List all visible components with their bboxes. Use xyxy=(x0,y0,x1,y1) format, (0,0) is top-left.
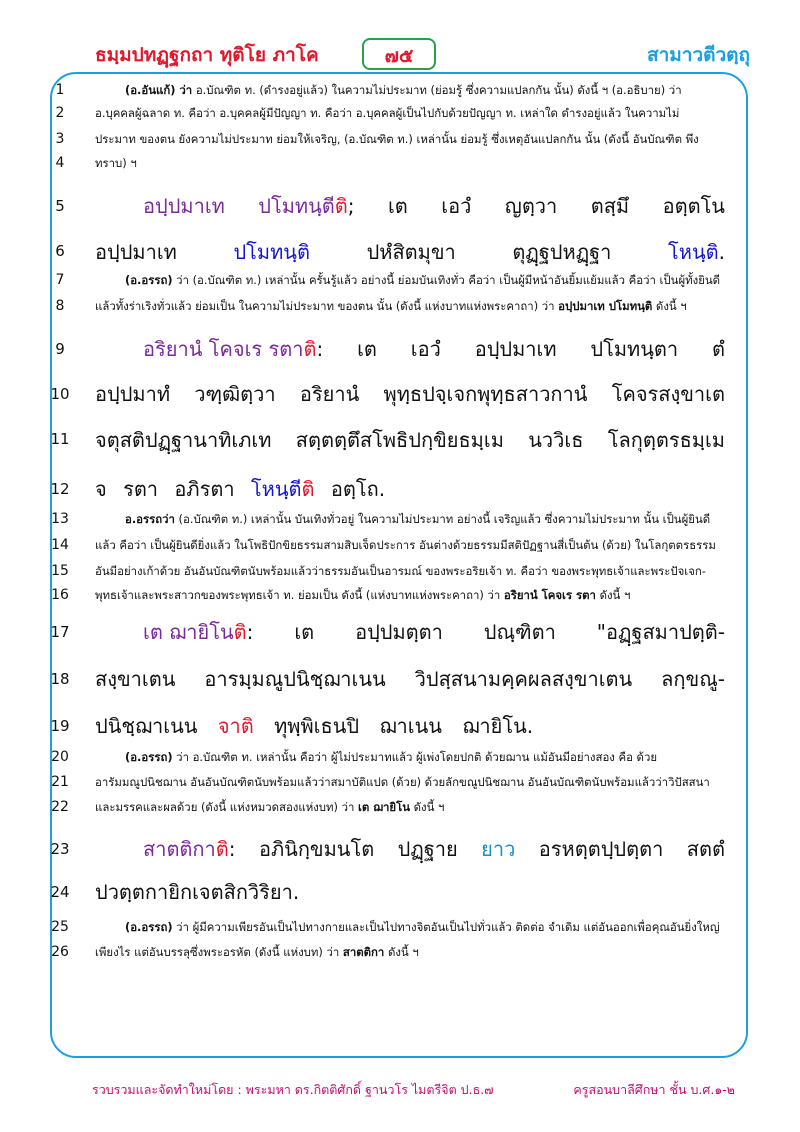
pali-word: อภิรตา xyxy=(174,477,235,501)
gloss-label: (อ.อันแก้) ว่า xyxy=(125,83,193,97)
page-number: ๗๕ xyxy=(362,38,436,70)
gloss-text: (อ.บัณฑิต ท.) เหล่านั้น บันเทิงทั่วอยู่ ในความไม่ประมาท อย่างนี้ เจริญแล้ว ซึ่งความไม่ประมาท นั้น เป็นผู้ยินดี xyxy=(174,512,711,526)
pali-line xyxy=(95,710,725,742)
line-number: 22 xyxy=(51,799,69,815)
text-line: อันมีอย่างเก้าด้วย อันอันบัณฑิตนับพร้อมแล้วว่าธรรมอันเป็นอารมณ์ ของพระอริยเจ้า ท. คือว่า ของพระพุทธเจ้าและพระปัจเจก- xyxy=(95,564,706,578)
pali-word: ญตฺวา xyxy=(504,194,558,218)
pali-word: ติ xyxy=(334,194,348,218)
pali-word: ปโมทนฺติ xyxy=(233,240,310,264)
line-number: 25 xyxy=(51,919,69,935)
line-number: 23 xyxy=(50,840,70,858)
pali-word: เต xyxy=(387,194,408,218)
line-number: 14 xyxy=(51,537,69,553)
gloss-label: (อ.อรรถ) xyxy=(125,750,173,764)
pali-line xyxy=(95,378,725,410)
line-number: 8 xyxy=(55,298,65,314)
pali-punct: . xyxy=(718,240,725,264)
pali-word: สงฺขาเตน xyxy=(95,667,176,691)
text-line xyxy=(95,272,725,288)
pali-word: นววิเธ xyxy=(528,428,584,452)
pali-word: ติ xyxy=(215,837,229,861)
pali-word: สตฺตตฺตึสโพธิปกฺขิยธมฺเม xyxy=(295,428,504,452)
line-number: 6 xyxy=(55,242,65,260)
pali-word: อรหตฺตปฺปตฺตา xyxy=(538,837,664,861)
pali-word: โหนฺติ xyxy=(668,240,719,264)
gloss-label: อ.อรรถว่า xyxy=(125,512,175,526)
pali-word: ติ xyxy=(303,337,317,361)
pali-word: โคจรสงฺขาเต xyxy=(611,382,725,406)
pali-line xyxy=(95,833,725,865)
footer-course: ครูสอนบาลีศึกษา ชั้น บ.ศ.๑-๒ xyxy=(573,1082,735,1097)
pali-punct: : xyxy=(246,620,254,644)
pali-word: ปนิชฺฌาเนน xyxy=(95,714,198,738)
pali-word: ตุฏฺฐปหฏฺฐา xyxy=(512,240,612,264)
pali-word: ปโมทนฺตา xyxy=(590,337,679,361)
pali-punct: ; xyxy=(347,194,355,218)
pali-line xyxy=(95,424,725,456)
gloss-text: เพียงไร แต่อันบรรลุซึ่งพระอรหัต (ดังนี้ แห่งบท) ว่า xyxy=(95,945,343,959)
line-number: 9 xyxy=(55,340,65,358)
line-number: 19 xyxy=(50,717,70,735)
pali-word: อปฺปมาเท xyxy=(95,240,177,264)
pali-word: อริยานํ โคจเร รตา xyxy=(143,337,304,361)
text-line: อารัมมณูปนิชฌาน อันอันบัณฑิตนับพร้อมแล้วว่าสมาบัติแปด (ด้วย) ด้วยลักขณูปนิชฌาน อันอันบัณฑิตนับพร้อมแล้วว่าวิปัสสนา xyxy=(95,775,710,789)
section-title: สามาวตีวตฺถุ xyxy=(647,44,750,66)
pali-word: เต xyxy=(294,620,315,644)
pali-punct: : xyxy=(228,837,236,861)
pali-word: อปฺปมตฺตา xyxy=(355,620,443,644)
pali-word: ปหํสิตมุขา xyxy=(366,240,456,264)
gloss-text: ดังนี้ ฯ xyxy=(652,299,687,313)
pali-word: ปโมทนฺตี xyxy=(258,194,335,218)
text-line: อ.บุคคลผู้ฉลาด ท. คือว่า อ.บุคคลผู้มีปัญญา ท. คือว่า อ.บุคคลผู้เป็นไปกับด้วยปัญญา ท. เหล่าใด ดำรงอยู่แล้ว ในความไม่ xyxy=(95,106,680,120)
pali-punct: : xyxy=(316,337,324,361)
line-number: 12 xyxy=(50,480,70,498)
line-number: 16 xyxy=(51,587,69,603)
text-line: ประมาท ของตน ยังความไม่ประมาท ย่อมให้เจริญ, (อ.บัณฑิต ท.) เหล่านั้น ย่อมรู้ ซึ่งเหตุอันแปลกกัน นั้น (ดังนี้ อันบัณฑิต พึง xyxy=(95,132,699,146)
gloss-text: และมรรคและผลด้วย (ดังนี้ แห่งหมวดสองแห่งบท) ว่า xyxy=(95,800,359,814)
pali-word: จา xyxy=(217,714,241,738)
pali-word: ลกฺขณู- xyxy=(661,667,725,691)
line-number: 4 xyxy=(55,155,65,171)
line-number: 21 xyxy=(51,774,69,790)
pali-word: รตา xyxy=(123,477,159,501)
gloss-text: ว่า (อ.บัณฑิต ท.) เหล่านั้น ครั้นรู้แล้ว อย่างนี้ ย่อมบันเทิงทั่ว คือว่า เป็นผู้มีหน้าอันยิ้มแย้มแล้ว คือว่า เป็นผู้ทั้งยินดี xyxy=(172,273,721,287)
pali-word: ปฏฺฐาย xyxy=(397,837,458,861)
pali-word: จ xyxy=(95,477,107,501)
pali-line xyxy=(95,190,725,222)
line-number: 26 xyxy=(51,944,69,960)
pali-word: โลกุตฺตรธมฺเม xyxy=(607,428,725,452)
pali-word: อารมฺมณูปนิชฺฌาเนน xyxy=(204,667,386,691)
pali-word: อภินิกฺขมนโต xyxy=(258,837,375,861)
pali-word: สาตติกา xyxy=(143,837,216,861)
gloss-text: อ.บัณฑิต ท. (ดำรงอยู่แล้ว) ในความไม่ประมาท (ย่อมรู้ ซึ่งความแปลกกัน นั้น) ดังนี้ ฯ (อ.อธิบาย) ว่า xyxy=(192,83,682,97)
line-number: 7 xyxy=(55,272,65,288)
pali-word: ยาว xyxy=(481,837,516,861)
pali-word: วฑฺฒิตฺวา xyxy=(194,382,276,406)
pali-word: เอวํ xyxy=(410,337,441,361)
line-number: 20 xyxy=(51,749,69,765)
gloss-label: (อ.อรรถ) xyxy=(125,273,173,287)
footer-credit: รวบรวมและจัดทำใหม่โดย : พระมหา ดร.กิตติศักดิ์ ฐานวโร ไมตรีจิต ป.ธ.๗ xyxy=(92,1082,494,1097)
gloss-text: ว่า อ.บัณฑิต ท. เหล่านั้น คือว่า ผู้ไม่ประมาทแล้ว ผู้เพ่งโดยปกติ ด้วยฌาน แม้อันมีอย่างสอง คือ ด้วย xyxy=(172,750,658,764)
line-number: 11 xyxy=(50,430,70,448)
pali-word: ตํ xyxy=(711,337,725,361)
pali-line xyxy=(95,473,725,505)
pali-word: เต xyxy=(357,337,377,361)
text-line xyxy=(95,749,725,765)
pali-word: อปฺปมาทํ xyxy=(95,382,170,406)
text-line: ทราบ) ฯ xyxy=(95,156,137,170)
page-header xyxy=(0,40,800,70)
gloss-text: ว่า ผู้มีความเพียรอันเป็นไปทางกายและเป็นไปทางจิตอันเป็นไปทั่วแล้ว ติดต่อ จำเดิม แต่อันออกเพื่อคุณอันยิ่งใหญ่ xyxy=(172,920,720,934)
pali-word: ติ xyxy=(233,620,247,644)
line-number: 5 xyxy=(55,197,65,215)
gloss-label: (อ.อรรถ) xyxy=(125,920,173,934)
gloss-text: พุทธเจ้าและพระสาวกของพระพุทธเจ้า ท. ย่อมเป็น ดังนี้ (แห่งบาทแห่งพระคาถา) ว่า xyxy=(95,588,504,602)
gloss-keyword: อริยานํ โคจเร รตา xyxy=(503,588,596,602)
pali-word: ทุพฺพิเธนปิ xyxy=(274,714,360,738)
line-number: 1 xyxy=(55,82,65,98)
pali-line xyxy=(95,616,725,648)
text-line xyxy=(95,82,725,98)
text-line xyxy=(95,298,725,314)
text-line xyxy=(95,799,725,815)
pali-line: ปวตฺตกายิกเจตสิกวิริยา. xyxy=(95,880,300,904)
pali-word: โหนฺตี xyxy=(250,477,302,501)
book-title: ธมฺมปทฏฺฐกถา ทุติโย ภาโค xyxy=(95,44,319,66)
line-number: 13 xyxy=(51,511,69,527)
gloss-text: ดังนี้ ฯ xyxy=(409,800,445,814)
line-number: 24 xyxy=(50,883,70,901)
line-number: 2 xyxy=(55,105,65,121)
gloss-keyword: เต ฌายิโน xyxy=(358,800,410,814)
text-line xyxy=(95,587,725,603)
pali-word: "อฏฺฐสมาปตฺติ- xyxy=(596,620,725,644)
pali-word: ตสฺมึ xyxy=(590,194,630,218)
pali-word: อปฺปมาเท xyxy=(143,194,225,218)
gloss-keyword: สาตติกา xyxy=(342,945,385,959)
line-number: 3 xyxy=(55,131,65,147)
pali-word: ติ xyxy=(301,477,315,501)
line-number: 17 xyxy=(50,623,70,641)
pali-line xyxy=(95,333,725,365)
gloss-keyword: อปฺปมาเท ปโมทนฺติ xyxy=(558,299,653,313)
text-line: แล้ว คือว่า เป็นผู้ยินดียิ่งแล้ว ในโพธิปักขิยธรรมสามสิบเจ็ดประการ อันต่างด้วยธรรมมีสติปัฏฐานสี่เป็นต้น (ด้วย) ในโลกุตตรธรรม xyxy=(95,538,716,552)
pali-word: อริยานํ xyxy=(299,382,360,406)
line-number: 10 xyxy=(50,385,70,403)
pali-word: เอวํ xyxy=(441,194,472,218)
line-number: 18 xyxy=(50,670,70,688)
pali-word: อตฺตโน xyxy=(662,194,725,218)
text-line xyxy=(95,944,725,960)
pali-word: อปฺปมาเท xyxy=(474,337,557,361)
pali-word: วิปสฺสนามคฺคผลสงฺขาเตน xyxy=(414,667,633,691)
pali-line xyxy=(95,236,725,268)
pali-word: ติ xyxy=(240,714,254,738)
pali-word: สตตํ xyxy=(686,837,725,861)
line-number: 15 xyxy=(51,563,69,579)
text-line xyxy=(95,511,725,527)
gloss-text: ดังนี้ ฯ xyxy=(595,588,631,602)
pali-word: จตุสติปฏฺฐานาทิเภเท xyxy=(95,428,272,452)
pali-word: อตฺโถ. xyxy=(330,477,386,501)
pali-word: ฌาเนน xyxy=(379,714,442,738)
gloss-text: ดังนี้ ฯ xyxy=(384,945,419,959)
pali-line xyxy=(95,663,725,695)
pali-word: ฌายิโน. xyxy=(462,714,534,738)
pali-word: พุทฺธปจฺเจกพุทฺธสาวกานํ xyxy=(383,382,588,406)
gloss-text: แล้วทั้งร่าเริงทั่วแล้ว ย่อมเป็น ในความไม่ประมาท ของตน นั้น (ดังนี้ แห่งบาทแห่งพระคาถา) ว่า xyxy=(95,299,559,313)
pali-word: ปณฺฑิตา xyxy=(483,620,556,644)
pali-word: เต ฌายิโน xyxy=(143,620,234,644)
text-line xyxy=(95,919,725,935)
